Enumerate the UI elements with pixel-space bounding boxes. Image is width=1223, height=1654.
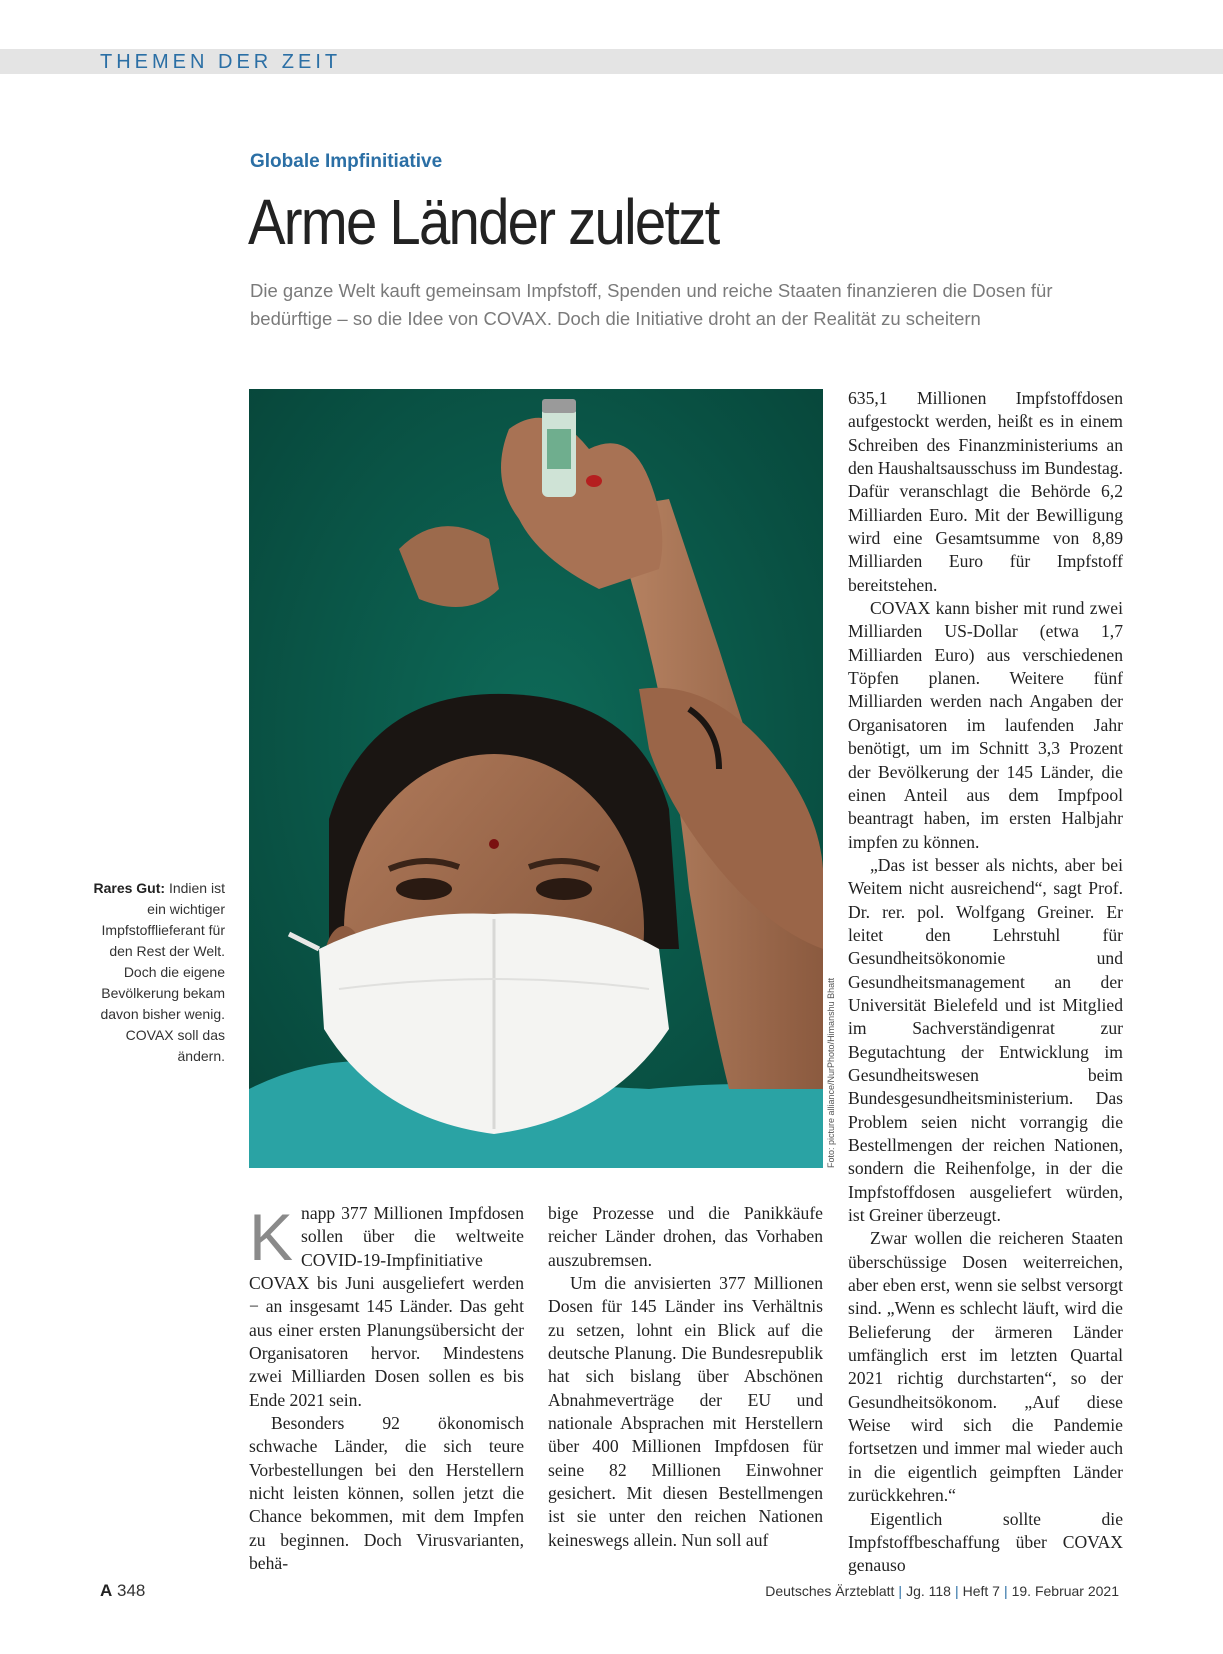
paragraph: „Das ist besser als nichts, aber bei Weitem nicht ausreichend“, sagt Prof. Dr. rer. pol. Wolfgang Greiner. Er leitet den Lehrstuhl für Gesundheitsökonomie und Gesundheitsmanagement an der Universität Bielefeld und ist Mitglied im Sachverständigenrat zur Begutachtung der Entwicklung im Gesundheitswesen beim Bundesgesundheitsministerium. Das Problem seien nicht vorrangig die Bestellmengen der reichen Nationen, sondern die Reihenfolge, in der die Impfstoffdosen ausgeliefert würden, ist Greiner überzeugt. [848, 854, 1123, 1226]
paragraph: Eigentlich sollte die Impfstoffbeschaffung über COVAX genauso [848, 1508, 1123, 1576]
paragraph: COVAX kann bisher mit rund zwei Milliarden US-Dollar (etwa 1,7 Milliarden Euro) aus verschiedenen Töpfen planen. Weitere fünf Milliarden werden nach Angaben der Organisatoren im laufenden Jahr benötigt, um im Schnitt 3,3 Prozent der Bevölkerung der 145 Länder, die einen Anteil aus dem Impfpool beantragt haben, im ersten Halbjahr impfen zu können. [848, 598, 1123, 852]
footer-issue: Heft 7 [962, 1583, 1000, 1599]
paragraph-text: napp 377 Millionen Impfdosen sollen über die weltweite COVID-19-Impfinitiative COVAX bis Juni ausgeliefert werden − an insgesamt 145 Länder. Das geht aus einer ersten Planungsübersicht der Organisatoren hervor. Mindestens zwei Milliarden Dosen sollen es bis Ende 2021 sein. [249, 1203, 524, 1410]
body-column-3 [848, 387, 1123, 1578]
folio-page: 348 [117, 1581, 146, 1600]
footer-separator: | [1003, 1583, 1008, 1599]
footer-journal: Deutsches Ärzteblatt [765, 1583, 895, 1599]
journal-footer [765, 1583, 1119, 1599]
dropcap: K [249, 1200, 294, 1274]
article-photo [249, 389, 823, 1168]
article-headline: Arme Länder zuletzt [248, 186, 719, 258]
body-column-2 [548, 1202, 823, 1552]
footer-date: 19. Februar 2021 [1011, 1583, 1119, 1599]
page-number [100, 1581, 145, 1601]
article-kicker: Globale Impfinitiative [250, 151, 443, 172]
photo-credit: Foto: picture alliance/NurPhoto/Himanshu Bhatt [826, 977, 836, 1168]
folio-letter: A [100, 1581, 113, 1600]
photo-caption [90, 878, 225, 1067]
section-label: THEMEN DER ZEIT [100, 51, 342, 73]
paragraph: Zwar wollen die reicheren Staaten überschüssige Dosen weiterreichen, aber eben erst, wenn sie selbst versorgt sind. „Wenn es schlecht läuft, wird die Belieferung der ärmeren Länder umfänglich erst im letzten Quartal 2021 richtig durchstarten“, so der Gesundheitsökonom. „Auf diese Weise wird sich die Pandemie fortsetzen und immer mal wieder auch in die eigentlich geimpften Länder zurückkehren.“ [848, 1228, 1123, 1506]
paragraph: 635,1 Millionen Impfstoffdosen aufgestockt werden, heißt es in einem Schreiben des Finanzministeriums an den Haushaltsausschuss im Bundestag. Dafür veranschlagt die Behörde 6,2 Milliarden Euro. Mit der Bewilligung wird eine Gesamtsumme von 8,89 Milliarden Euro für Impfstoff bereitstehen. [848, 388, 1123, 595]
paragraph: Um die anvisierten 377 Millionen Dosen für 145 Länder ins Verhältnis zu setzen, lohnt ein Blick auf die deutsche Planung. Die Bundesrepublik hat sich bislang über Abschönen Abnahmeverträge der EU und nationale Absprachen mit Herstellern über 400 Millionen Impfdosen für seine 82 Millionen Einwohner gesichert. Mit diesen Bestellmengen ist sie unter den reichen Nationen keineswegs allein. Nun soll auf [548, 1273, 823, 1550]
caption-label: Rares Gut: [93, 880, 166, 896]
article-lead: Die ganze Welt kauft gemeinsam Impfstoff, Spenden und reiche Staaten finanzieren die Dosen für bedürftige – so die Idee von COVAX. Doch die Initiative droht an der Realität zu scheitern [250, 280, 1053, 329]
footer-separator: | [898, 1583, 903, 1599]
footer-volume: Jg. 118 [906, 1583, 951, 1599]
paragraph: bige Prozesse und die Panikkäufe reicher Länder drohen, das Vorhaben auszubremsen. [548, 1203, 823, 1270]
paragraph: Besonders 92 ökonomisch schwache Länder, die sich teure Vorbestellungen bei den Herstellern nicht leisten können, sollen jetzt die Chance bekommen, mit dem Impfen zu beginnen. Doch Virusvarianten, behä- [249, 1413, 524, 1574]
body-column-1 [249, 1202, 524, 1576]
footer-separator: | [954, 1583, 959, 1599]
caption-text: Indien ist ein wichtiger Impfstofflieferant für den Rest der Welt. Doch die eigene Bevölkerung bekam davon bisher wenig. COVAX soll das ändern. [100, 880, 225, 1064]
paragraph [249, 1202, 524, 1412]
